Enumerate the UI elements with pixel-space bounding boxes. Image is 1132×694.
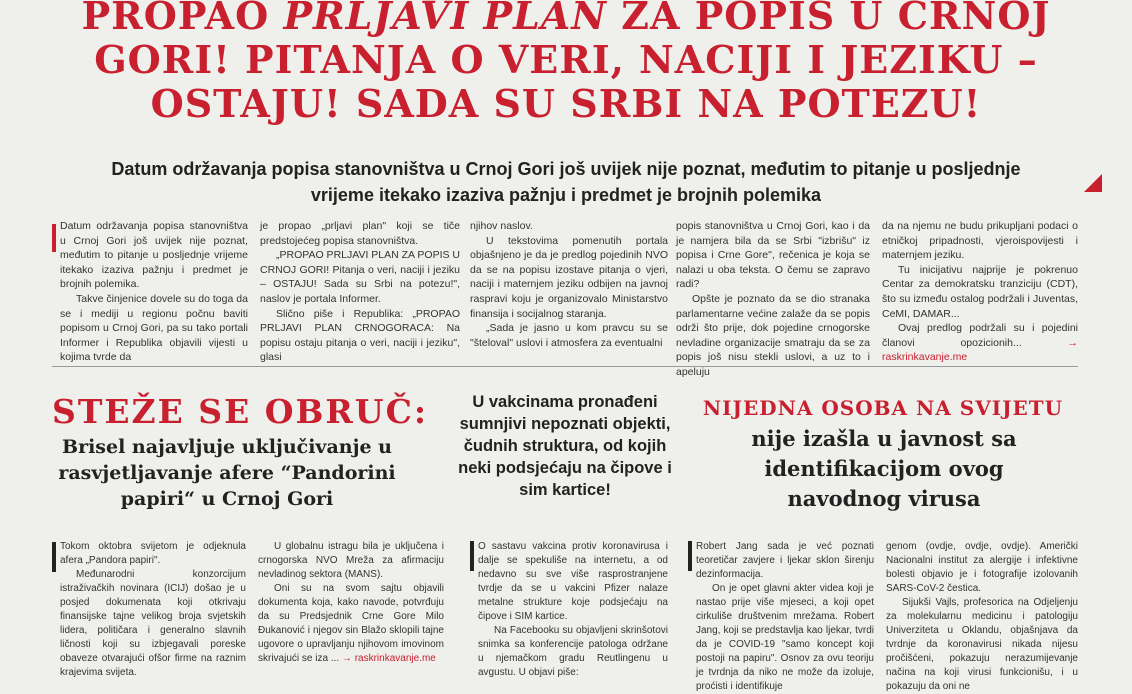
article4-title-red: NIJEDNA OSOBA NA SVIJETU xyxy=(702,396,1064,420)
article1-column-4: popis stanovništva u Crnoj Gori, kao i da je namjera bila da se Srbi "izbrišu" iz popisa i Crne Gore", rečenica je koja se nalazi u oba teksta. O čemu se zapravo radi? Opšte je poznato da se dio stranaka parlamentarne većine zalaže da se popis održi što prije, dok pojedine crnogorske nevladine organizacije smatraju da se za popis još nisu stekli uslovi, a uz to i apeluju xyxy=(676,220,870,378)
headline-line-3: OSTAJU! SADA SU SRBI NA POTEZU! xyxy=(150,81,982,126)
article3-start-marker xyxy=(470,541,474,571)
article2-start-marker xyxy=(52,542,56,572)
article1-source-link[interactable]: → raskrinkavanje.me xyxy=(882,336,1078,364)
headline-line-1: PROPAO PRLJAVI PLAN ZA POPIS U CRNOJ xyxy=(20,0,1112,38)
article1-column-2: je propao „prljavi plan" koji se tiče predstojećeg popisa stanovništva. „PROPAO PRLJAVI PLAN ZA POPIS U CRNOJ GORI! Pitanja o veri, naciji i jeziku – OSTAJU! Sada su Srbi na potezu!", naslov je portala Informer. Slično piše i Republika: „PROPAO PRLJAVI PLAN CRNOGORACA: Na popisu ostaju pitanja o veri, naciji i jeziku", glasi xyxy=(260,220,460,364)
article2-title-red: STEŽE SE OBRUČ: xyxy=(52,392,429,431)
article2-column-1: Tokom oktobra svijetom je odjeknula afera „Pandora papiri". Međunarodni konzorcijum istraživačkih novinara (ICIJ) došao je u posjed dokumenata koji otkrivaju finansijske tajne velikog broja svjetskih lidera, političara i generalno slavnih ličnosti koji su izbjegavali poreske obaveze otvarajući ofšor firme na raznim krajevima svijeta. xyxy=(60,541,246,678)
article2-column-2: U globalnu istragu bila je uključena i crnogorska NVO Mreža za afirmaciju nevladinog sektora (MANS). Oni su na svom sajtu objavili dokumenta koja, kako navode, potvrđuju da su Predsjednik Crne Gore Milo Đukanović i njegov sin Blažo sklopili tajne ugovore o upravljanju njihovom imovinom skrivajući se iza ... → raskrinkavanje.me xyxy=(258,541,444,664)
article1-column-5: da na njemu ne budu prikupljani podaci o etničkoj pripadnosti, vjeroispovijesti i maternjem jeziku. Tu inicijativu najprije je pokrenuo Centar za demokratsku tranziciju (CDT), što su između ostalog podržali i Juventas, CeMI, DAMAR... Ovaj predlog podržali su i pojedini članovi opozicionih... → raskrinkavanje.me xyxy=(882,220,1078,364)
article3-title: U vakcinama pronađeni sumnjivi nepoznati objekti, čudnih struktura, od kojih neki podsjećaju na čipove i sim kartice! xyxy=(458,393,672,499)
article2-source-link[interactable]: → raskrinkavanje.me xyxy=(341,653,436,664)
article4-column-1: Robert Jang sada je već poznati teoretičar zavjere i ljekar sklon širenju dezinformacija. On je opet glavni akter videa koji je nastao prije više mjeseci, a koji opet cirkuliše društvenim mrežama. Robert Jang, koji se predstavlja kao ljekar, tvrdi da je COVID-19 "samo koncept koji postoji na papiru". Osnov za ovu teoriju je tvrdnja da niko ne može da izoluje, proćisti i identifikuje xyxy=(696,541,874,692)
article-start-marker xyxy=(52,224,56,252)
headline-emphasis: PRLJAVI PLAN xyxy=(283,0,608,38)
section-divider xyxy=(52,366,1078,367)
article1-column-1: Datum održavanja popisa stanovništva u Crnoj Gori još uvijek nije poznat, međutim to pitanje u posljednje vrijeme itekako izaziva pažnju i predmet je brojnih polemika. Takve činjenice dovele su do toga da se i mediji u regionu počnu baviti popisom u Crnoj Gori, pa su tako portali Informer i Republika objavili vijesti u kojima tvrde da xyxy=(60,220,248,364)
main-headline xyxy=(20,0,1112,126)
lead-subhead: Datum održavanja popisa stanovništva u Crnoj Gori još uvijek nije poznat, međutim to pitanje u posljednje vrijeme itekako izaziva pažnju i predmet je brojnih polemika xyxy=(111,159,1021,205)
article1-column-3: njihov naslov. U tekstovima pomenutih portala objašnjeno je da je predlog pojedinih NVO da se na popisu izostave pitanja o vjeri, naciji i maternjem jeziku odbijen na javnoj raspravi koju je organizovalo Ministarstvo finansija i socijalnog staranja. „Sada je jasno u kom pravcu su se "šteloval" uslovi i atmosfera za eventualni xyxy=(470,220,668,349)
article2-title-sub: Brisel najavljuje uključivanje u rasvjetljavanje afere “Pandorini papiri“ u Crnoj Gori xyxy=(58,436,396,510)
article4-title-sub: nije izašla u javnost sa identifikacijom ovog navodnog virusa xyxy=(751,426,1017,511)
corner-triangle-mark xyxy=(1084,174,1102,192)
headline-line-2: GORI! PITANJA O VERI, NACIJI I JEZIKU – xyxy=(94,37,1038,82)
article4-start-marker xyxy=(688,541,692,571)
article3-column-1: O sastavu vakcina protiv koronavirusa i dalje se spekuliše na internetu, a od nedavno su sve više rasprostranjene tvrdje da se u vakcini Pfizer nalaze metalne strukture koje podsjećaju na čipove i SIM kartice. Na Facebooku su objavljeni skrinšotovi snimka sa konferencije patologa održane u njemačkom gradu Reutlingenu u avgustu. U objavi piše: xyxy=(478,541,668,678)
article4-column-2: genom (ovdje, ovdje, ovdje). Američki Nacionalni institut za alergije i infektivne bolesti objavio je i fotografije izolovanih SARS-CoV-2 čestica. Sijukši Vajls, profesorica na Odjeljenju za molekularnu medicinu i patologiju Univerziteta u Oklandu, objašnjava da tvrdnje da koronavirusi nikada nijesu pročišćeni, pokazuju nerazumijevanje načina na koji virusi funkcionišu, i u pokazuju da oni ne xyxy=(886,541,1078,692)
